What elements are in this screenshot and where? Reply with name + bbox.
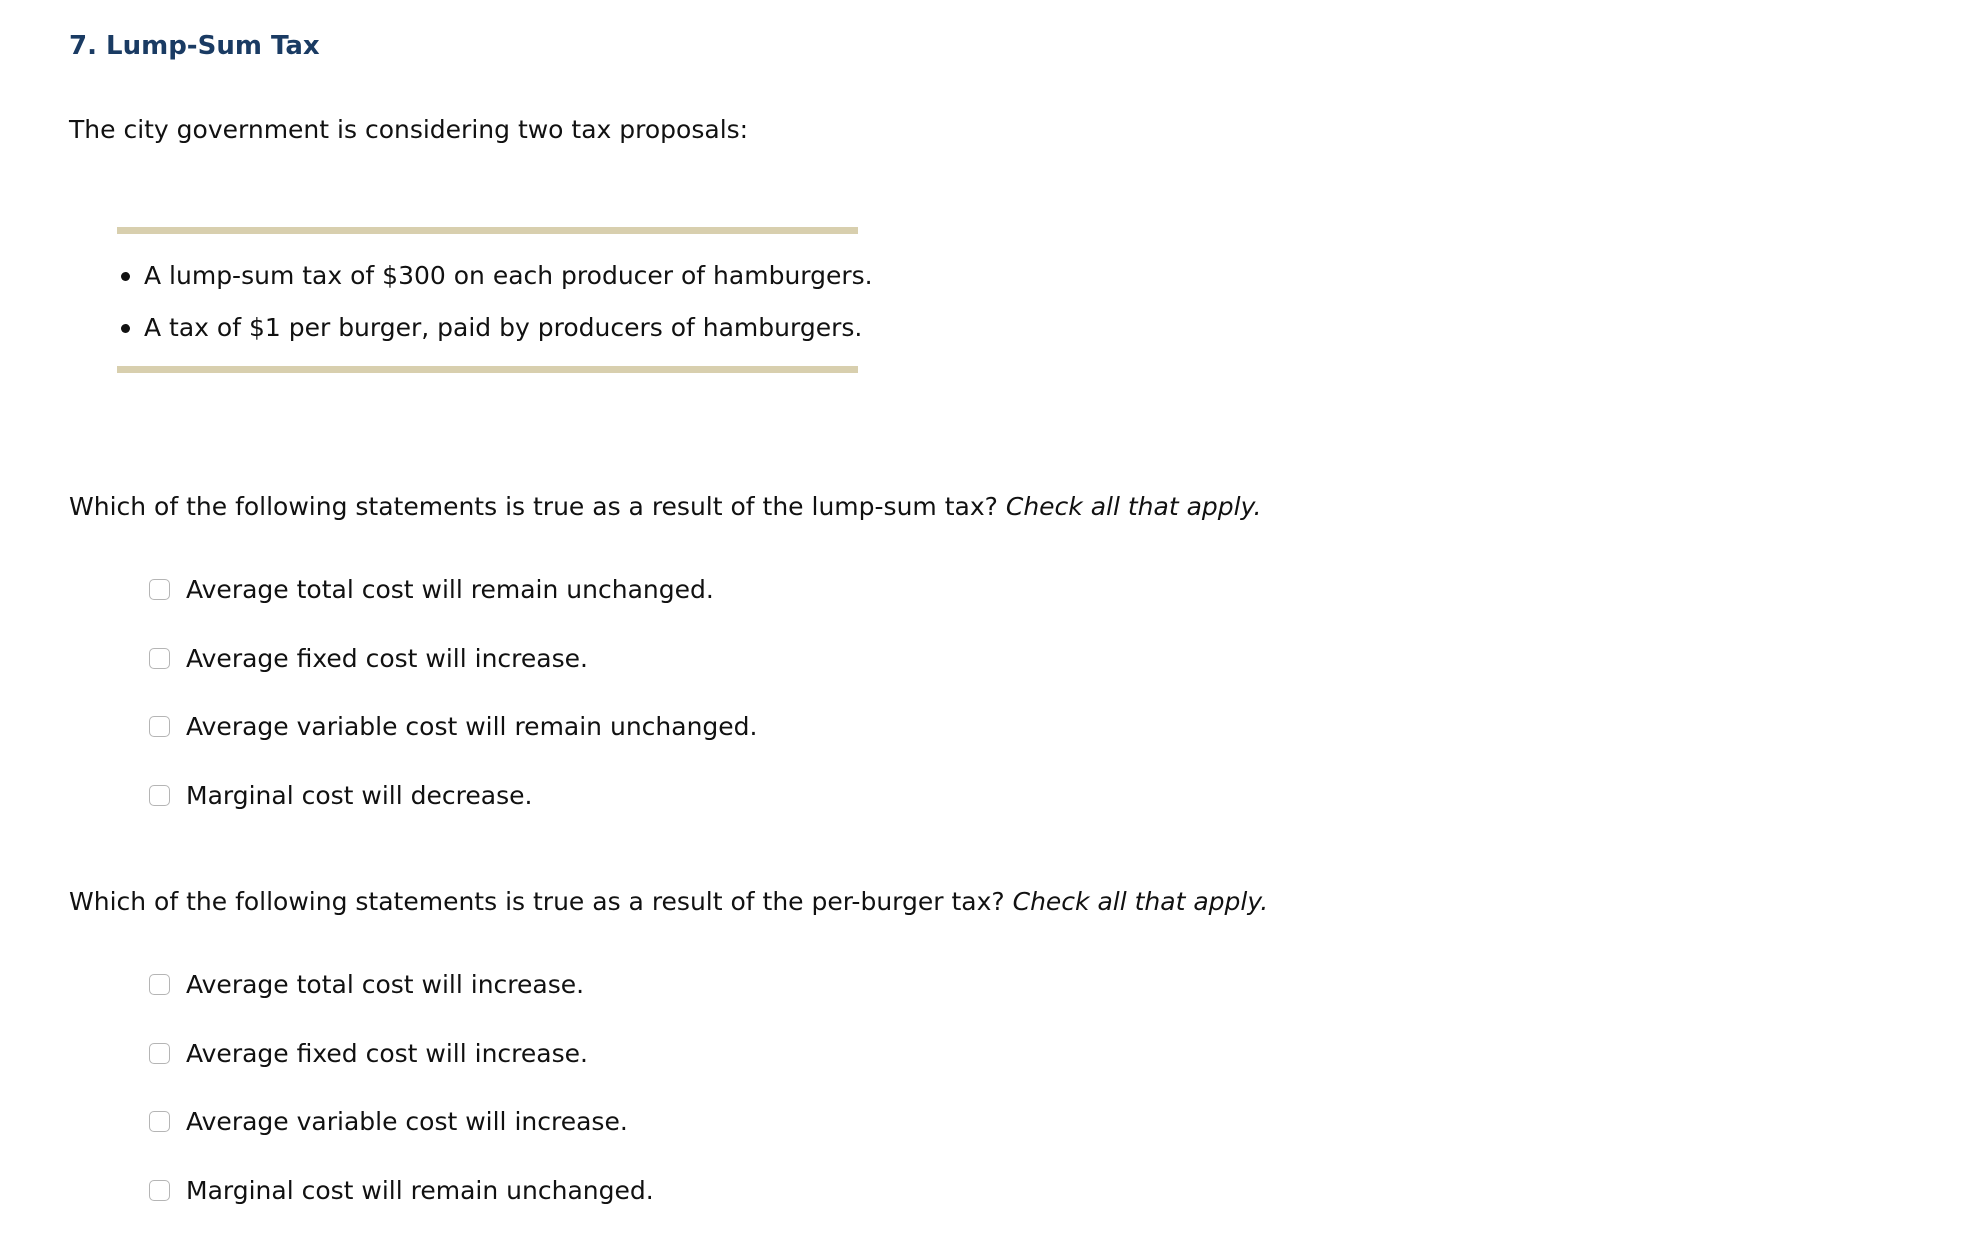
option-label[interactable]: Average total cost will remain unchanged. [186,572,714,608]
proposal-text: A tax of $1 per burger, paid by producers of hamburgers. [144,313,862,342]
option-row[interactable] [149,1173,654,1241]
checkbox[interactable] [149,1043,170,1064]
option-row[interactable] [149,1104,654,1173]
checkbox[interactable] [149,1180,170,1201]
option-label[interactable]: Average fixed cost will increase. [186,641,588,677]
question-prompt-lump-sum [69,489,1261,525]
proposal-item [117,310,873,346]
checkbox[interactable] [149,785,170,806]
option-label[interactable]: Marginal cost will decrease. [186,778,532,814]
checkbox[interactable] [149,716,170,737]
checkbox[interactable] [149,974,170,995]
proposal-text: A lump-sum tax of $300 on each producer of hamburgers. [144,261,873,290]
checkbox[interactable] [149,648,170,669]
proposals-list [117,258,873,362]
option-label[interactable]: Average fixed cost will increase. [186,1036,588,1072]
question-instruction: Check all that apply. [1006,492,1262,521]
option-row[interactable] [149,1036,654,1105]
options-lump-sum [149,572,757,846]
options-per-burger [149,967,654,1241]
intro-text: The city government is considering two tax proposals: [69,112,748,148]
proposal-item [117,258,873,294]
option-label[interactable]: Marginal cost will remain unchanged. [186,1173,654,1209]
option-row[interactable] [149,967,654,1036]
question-prompt-per-burger [69,884,1268,920]
question-text: Which of the following statements is true as a result of the lump-sum tax? [69,492,998,521]
proposals-box [117,227,858,373]
option-label[interactable]: Average variable cost will remain unchanged. [186,709,757,745]
checkbox[interactable] [149,579,170,600]
option-row[interactable] [149,641,757,710]
question-text: Which of the following statements is true as a result of the per-burger tax? [69,887,1005,916]
bullet-icon [121,272,130,281]
question-title: 7. Lump-Sum Tax [69,28,320,64]
option-label[interactable]: Average total cost will increase. [186,967,584,1003]
option-row[interactable] [149,778,757,847]
bullet-icon [121,324,130,333]
option-label[interactable]: Average variable cost will increase. [186,1104,628,1140]
question-instruction: Check all that apply. [1013,887,1269,916]
option-row[interactable] [149,709,757,778]
option-row[interactable] [149,572,757,641]
checkbox[interactable] [149,1111,170,1132]
